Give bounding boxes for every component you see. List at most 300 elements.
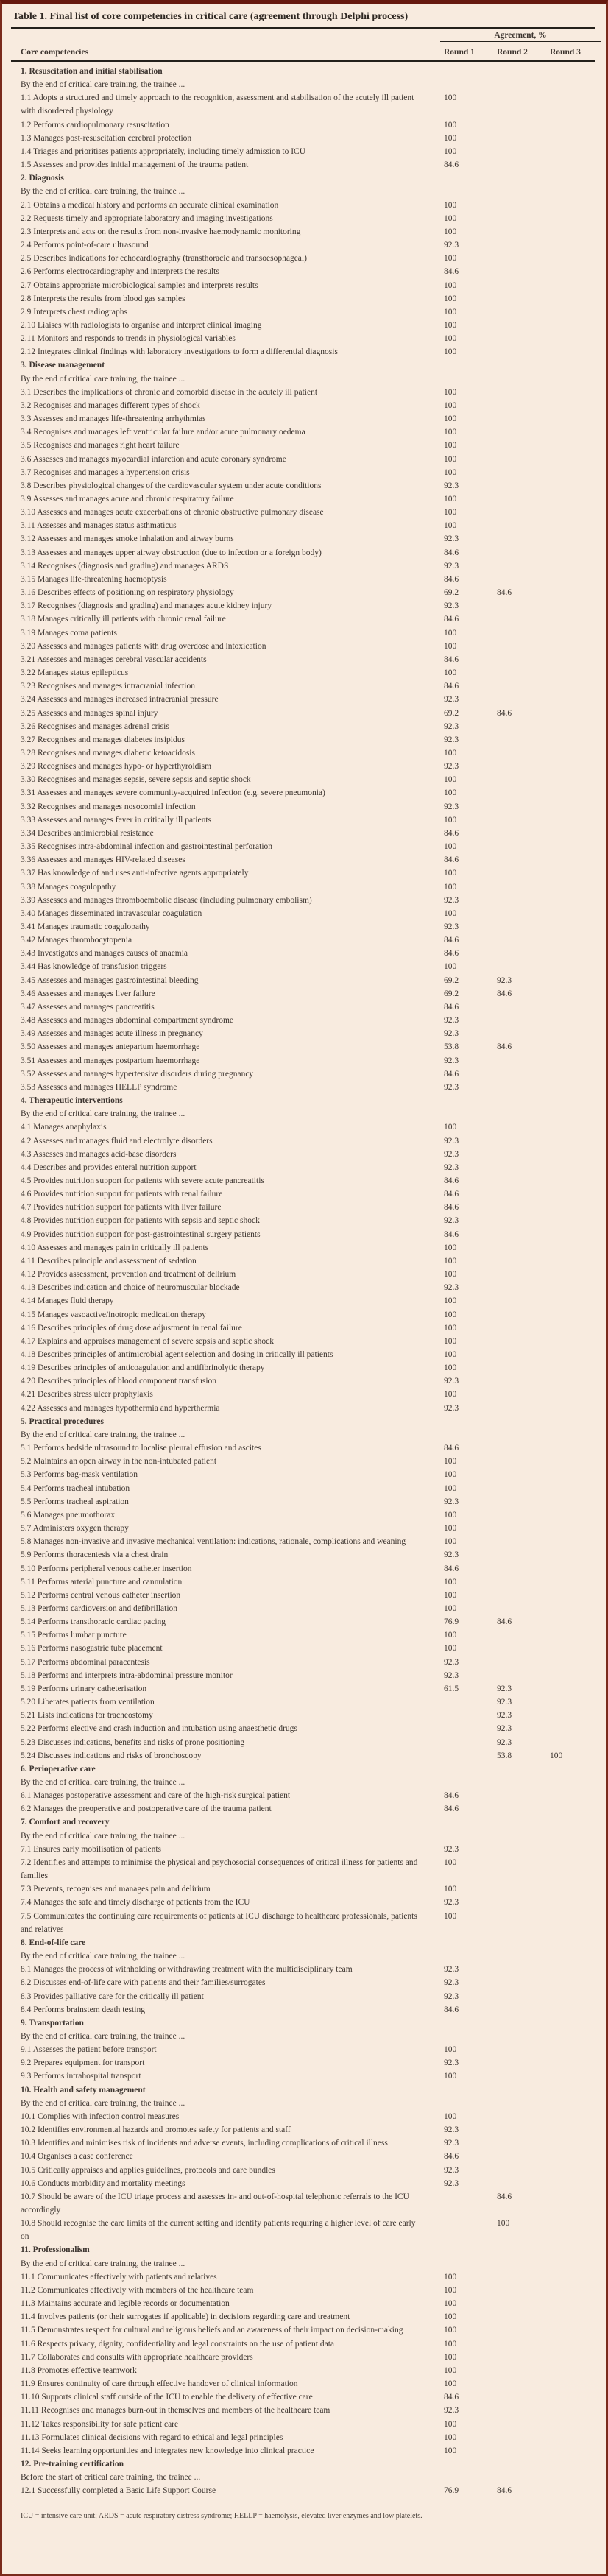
competency-text: 5.4 Performs tracheal intubation: [21, 1483, 130, 1493]
table-row: [21, 2136, 595, 2150]
round1-value: 84.6: [444, 1791, 459, 1801]
round2-value: [497, 252, 550, 265]
round2-value: 84.6: [497, 708, 512, 718]
round1-value: 100: [444, 334, 457, 344]
table-row: [21, 773, 595, 786]
round3-value: [550, 412, 595, 426]
competency-text: 2.1 Obtains a medical history and performs an accurate clinical examination: [21, 200, 279, 210]
round2-value: [497, 1976, 550, 1989]
table-row: [21, 613, 595, 626]
competency-text: 5.1 Performs bedside ultrasound to localise pleural effusion and ascites: [21, 1444, 261, 1453]
round3-value: [550, 1335, 595, 1348]
round1-value: 92.3: [444, 561, 459, 571]
competency-text: 8.2 Discusses end-of-life care with patients and their families/surrogates: [21, 1978, 266, 1988]
table-row: [21, 466, 595, 479]
round1-value: 92.3: [444, 241, 459, 250]
round3-value: [550, 1522, 595, 1535]
round3-value: [550, 1081, 595, 1094]
round3-value: [550, 1589, 595, 1602]
round1-value: 100: [444, 147, 457, 156]
competency-text: 5.17 Performs abdominal paracentesis: [21, 1657, 150, 1667]
competency-text: 9.2 Prepares equipment for transport: [21, 2058, 145, 2068]
round1-value: 100: [444, 93, 457, 103]
round2-value: [497, 239, 550, 252]
table-row: [21, 2270, 595, 2284]
competency-text: 3.50 Assesses and manages antepartum haemorrhage: [21, 1042, 200, 1052]
round2-value: [497, 907, 550, 920]
table-row: [21, 1081, 595, 1094]
round3-value: [550, 693, 595, 706]
table-row: [21, 1201, 595, 1214]
round1-value: 100: [444, 400, 457, 410]
table-row: [21, 1722, 595, 1735]
table-row: [21, 1001, 595, 1014]
round2-value: [497, 720, 550, 733]
table-row: [21, 2110, 595, 2123]
round3-value: [550, 1161, 595, 1174]
round2-value: [497, 2003, 550, 2016]
table-row: [21, 2016, 595, 2030]
round1-value: 100: [444, 1510, 457, 1520]
competency-text: 4.20 Describes principles of blood component transfusion: [21, 1377, 217, 1386]
round3-value: [550, 920, 595, 934]
round2-value: [497, 573, 550, 586]
round2-value: [497, 747, 550, 760]
table-row: [21, 733, 595, 747]
round3-value: [550, 747, 595, 760]
round1-value: 100: [444, 428, 457, 437]
round3-value: [550, 439, 595, 452]
table-row: [21, 1535, 595, 1548]
table-row: [21, 158, 595, 172]
round1-value: 100: [444, 467, 457, 477]
table-footnote: ICU = intensive care unit; ARDS = acute respiratory distress syndrome; HELLP = haemolysis, elevated liver enzymes and low platelets.: [21, 2512, 423, 2521]
competency-text: 1.5 Assesses and provides initial management of the trauma patient: [21, 160, 249, 170]
round1-value: 76.9: [444, 1617, 459, 1627]
round3-value: [550, 1148, 595, 1161]
table-row: [21, 867, 595, 880]
competency-text: 11.12 Takes responsibility for safe patient care: [21, 2419, 179, 2429]
round3-value: [550, 1562, 595, 1575]
round1-value: 84.6: [444, 267, 459, 277]
competency-text: 7.4 Manages the safe and timely discharge of patients from the ICU: [21, 1898, 250, 1908]
competency-text: 5.12 Performs central venous catheter insertion: [21, 1590, 181, 1600]
round3-value: [550, 453, 595, 466]
round3-value: [550, 1802, 595, 1815]
round1-value: 92.3: [444, 1403, 459, 1413]
table-row: [21, 65, 595, 78]
table-row: [21, 760, 595, 773]
competency-text: 4.7 Provides nutrition support for patients with liver failure: [21, 1203, 222, 1213]
table-row: [21, 1762, 595, 1776]
round1-value: 100: [444, 1885, 457, 1894]
round3-value: [550, 1241, 595, 1255]
table-row: [21, 2164, 595, 2177]
round1-value: 69.2: [444, 588, 459, 598]
round1-value: 100: [444, 908, 457, 918]
round3-value: [550, 1068, 595, 1081]
competency-text: 3.17 Recognises (diagnosis and grading) and manages acute kidney injury: [21, 601, 272, 611]
competency-text: 4.21 Describes stress ulcer prophylaxis: [21, 1390, 153, 1400]
round3-value: [550, 1548, 595, 1562]
table-row: [21, 439, 595, 452]
table-row: [21, 345, 595, 359]
competency-text: 3.13 Assesses and manages upper airway obstruction (due to infection or a foreign body): [21, 548, 322, 557]
table-row: [21, 265, 595, 278]
round1-value: 100: [444, 2072, 457, 2081]
competency-text: 3.20 Assesses and manages patients with drug overdose and intoxication: [21, 641, 266, 651]
round3-value: [550, 493, 595, 506]
round1-value: 100: [444, 1296, 457, 1306]
round3-value: [550, 1910, 595, 1936]
competency-text: 11.8 Promotes effective teamwork: [21, 2365, 137, 2375]
round2-value: [497, 225, 550, 239]
round3-value: [550, 1040, 595, 1054]
table-row: [21, 132, 595, 145]
table-row: [21, 2257, 595, 2270]
round2-value: [497, 1201, 550, 1214]
round3-value: [550, 2444, 595, 2457]
section-lead: By the end of critical care training, the trainee ...: [21, 1430, 185, 1439]
competency-text: 3.14 Recognises (diagnosis and grading) and manages ARDS: [21, 561, 229, 571]
competency-text: 11.14 Seeks learning opportunities and integrates new knowledge into clinical practice: [21, 2446, 314, 2455]
table-row: [21, 1815, 595, 1829]
round2-value: [497, 1856, 550, 1882]
round1-value: 100: [444, 1524, 457, 1534]
round2-value: [497, 2136, 550, 2150]
round1-value: 100: [444, 2272, 457, 2282]
round2-value: [497, 2444, 550, 2457]
round3-value: [550, 1976, 595, 1989]
competency-text: 3.39 Assesses and manages thromboembolic disease (including pulmonary embolism): [21, 895, 312, 905]
round1-value: 92.3: [444, 1149, 459, 1159]
table-row: [21, 1428, 595, 1441]
table-row: [21, 907, 595, 920]
round3-value: [550, 881, 595, 894]
table-row: [21, 627, 595, 640]
round1-value: 84.6: [444, 574, 459, 584]
round3-value: [550, 1281, 595, 1294]
round1-value: 69.2: [444, 708, 459, 718]
round2-value: [497, 1802, 550, 1815]
table-row: [21, 2003, 595, 2016]
round1-value: [444, 1749, 497, 1762]
round3-value: [550, 733, 595, 747]
table-row: [21, 2404, 595, 2417]
round1-value: 84.6: [444, 2005, 459, 2014]
round1-value: [444, 1736, 497, 1749]
competency-text: 4.9 Provides nutrition support for post-gastrointestinal surgery patients: [21, 1229, 261, 1239]
competency-text: 2.9 Interprets chest radiographs: [21, 307, 127, 317]
table-row: [21, 2030, 595, 2043]
round1-value: 84.6: [444, 1069, 459, 1079]
competency-text: 5.11 Performs arterial puncture and cannulation: [21, 1577, 183, 1587]
round2-value: [497, 2150, 550, 2163]
round1-value: 100: [444, 842, 457, 852]
round2-value: [497, 1535, 550, 1548]
section-lead: By the end of critical care training, the trainee ...: [21, 2098, 185, 2108]
round1-value: 84.6: [444, 682, 459, 691]
round2-value: [497, 1628, 550, 1642]
competency-text: 2.2 Requests timely and appropriate laboratory and imaging investigations: [21, 214, 273, 223]
section-lead: By the end of critical care training, the trainee ...: [21, 2259, 185, 2268]
competency-text: 3.46 Assesses and manages liver failure: [21, 989, 155, 998]
round1-value: 100: [444, 1603, 457, 1613]
table-row: [21, 1936, 595, 1949]
round2-value: [497, 613, 550, 626]
round2-value: [497, 1468, 550, 1481]
round3-value: [550, 1361, 595, 1375]
round3-value: [550, 2337, 595, 2351]
round2-value: [497, 1896, 550, 1909]
section-heading: 4. Therapeutic interventions: [21, 1096, 123, 1106]
competency-text: 2.3 Interprets and acts on the results from non-invasive haemodynamic monitoring: [21, 227, 301, 236]
competency-text: 3.26 Recognises and manages adrenal crisis: [21, 721, 169, 731]
round3-value: [550, 2069, 595, 2083]
table-row: [21, 145, 595, 158]
round3-value: [550, 2418, 595, 2431]
round1-value: 69.2: [444, 989, 459, 998]
competency-text: 2.6 Performs electrocardiography and interprets the results: [21, 267, 219, 277]
table-row: [21, 1388, 595, 1401]
round2-value: [497, 2110, 550, 2123]
round3-value: [550, 1255, 595, 1268]
section-heading: 1. Resuscitation and initial stabilisation: [21, 67, 163, 76]
round2-value: [497, 1054, 550, 1068]
round3-value: [550, 158, 595, 172]
column-header-round1: Round 1: [444, 48, 475, 57]
table-row: [21, 1628, 595, 1642]
round1-value: 76.9: [444, 2486, 459, 2496]
round3-value: [550, 680, 595, 693]
table-row: [21, 2377, 595, 2390]
round3-value: [550, 546, 595, 560]
table-row: [21, 827, 595, 840]
round1-value: 100: [444, 962, 457, 972]
round3-value: [550, 279, 595, 292]
competency-text: 10.1 Complies with infection control measures: [21, 2111, 180, 2121]
competency-text: 3.41 Manages traumatic coagulopathy: [21, 922, 150, 931]
table-row: [21, 814, 595, 827]
table-body: [11, 62, 595, 2497]
round1-value: [444, 1709, 497, 1722]
round3-value: [550, 1188, 595, 1201]
round1-value: 92.3: [444, 695, 459, 705]
competency-text: 4.12 Provides assessment, prevention and treatment of delirium: [21, 1270, 236, 1280]
competency-text: 5.2 Maintains an open airway in the non-intubated patient: [21, 1457, 217, 1467]
competency-text: 4.18 Describes principles of antimicrobial agent selection and dosing in critically ill patients: [21, 1350, 333, 1359]
competency-text: 4.16 Describes principles of drug dose adjustment in renal failure: [21, 1323, 242, 1333]
round3-value: [550, 560, 595, 573]
round3-value: [550, 840, 595, 853]
round1-value: 84.6: [444, 1203, 459, 1213]
section-lead: Before the start of critical care training, the trainee ...: [21, 2473, 201, 2483]
round2-value: [497, 640, 550, 653]
table-row: [21, 747, 595, 760]
table-row: [21, 2431, 595, 2444]
competency-text: 4.1 Manages anaphylaxis: [21, 1123, 107, 1132]
table-title: Table 1. Final list of core competencies in critical care (agreement through Delphi process): [11, 10, 595, 29]
round1-value: 92.3: [444, 895, 459, 905]
competency-text: 3.45 Assesses and manages gastrointestinal bleeding: [21, 975, 199, 985]
round1-value: 84.6: [444, 1804, 459, 1814]
competency-text: 3.24 Assesses and manages increased intracranial pressure: [21, 695, 219, 705]
round2-value: [497, 2364, 550, 2377]
table-row: [21, 920, 595, 934]
round2-value: [497, 1027, 550, 1040]
table-row: [21, 532, 595, 546]
round1-value: 100: [444, 628, 457, 638]
column-header-competencies: Core competencies: [21, 48, 89, 57]
table-row: [21, 1482, 595, 1495]
round3-value: [550, 2056, 595, 2069]
competency-text: 3.16 Describes effects of positioning on respiratory physiology: [21, 588, 234, 598]
round3-value: [550, 519, 595, 532]
round1-value: 84.6: [444, 1229, 459, 1239]
competency-text: 3.38 Manages coagulopathy: [21, 882, 116, 892]
table-row: [21, 1402, 595, 1415]
round3-value: [550, 1482, 595, 1495]
competency-text: 3.23 Recognises and manages intracranial infection: [21, 682, 195, 691]
round3-value: [550, 212, 595, 225]
table-row: [21, 586, 595, 599]
table-row: [21, 1656, 595, 1669]
round3-value: [550, 707, 595, 720]
competency-text: 11.4 Involves patients (or their surrogates if applicable) in decisions regarding care and treatment: [21, 2312, 350, 2322]
round3-value: [550, 2364, 595, 2377]
round3-value: [550, 760, 595, 773]
table-row: [21, 1669, 595, 1682]
table-row: [21, 1749, 595, 1762]
competency-text: 11.5 Demonstrates respect for cultural and religious beliefs and an awareness of their impact on decision-making: [21, 2326, 403, 2335]
round3-value: [550, 345, 595, 359]
competency-text: 3.29 Recognises and manages hypo- or hyperthyroidism: [21, 762, 212, 772]
round3-value: [550, 119, 595, 132]
round2-value: [497, 599, 550, 613]
table-row: [21, 987, 595, 1001]
round2-value: [497, 1001, 550, 1014]
round1-value: [444, 1695, 497, 1709]
competency-text: 3.44 Has knowledge of transfusion triggers: [21, 962, 167, 972]
round2-value: [497, 1656, 550, 1669]
round3-value: [550, 1135, 595, 1148]
table-row: [21, 1682, 595, 1695]
competency-text: 3.15 Manages life-threatening haemoptysis: [21, 574, 167, 584]
competency-text: 3.31 Assesses and manages severe community-acquired infection (e.g. severe pneumonia): [21, 788, 325, 798]
round1-value: 100: [444, 641, 457, 651]
round2-value: 92.3: [497, 1724, 512, 1734]
competency-text: 3.18 Manages critically ill patients with chronic renal failure: [21, 615, 226, 624]
competency-text: 7.1 Ensures early mobilisation of patients: [21, 1844, 161, 1854]
round3-value: [550, 2390, 595, 2404]
table-row: [21, 653, 595, 666]
round1-value: 92.3: [444, 2178, 459, 2188]
round3-value: [550, 426, 595, 439]
table-row: [21, 2471, 595, 2484]
competency-text: 1.2 Performs cardiopulmonary resuscitation: [21, 120, 169, 130]
round3-value: [550, 827, 595, 840]
round2-value: [497, 693, 550, 706]
round1-value: 100: [444, 1243, 457, 1252]
round1-value: 92.3: [444, 721, 459, 731]
round2-value: [497, 840, 550, 853]
round2-value: [497, 1548, 550, 1562]
table-row: [21, 1068, 595, 1081]
round1-value: 100: [444, 869, 457, 878]
table-row: [21, 1976, 595, 1989]
round3-value: [550, 466, 595, 479]
table-row: [21, 1040, 595, 1054]
round3-value: [550, 1201, 595, 1214]
competency-text: 3.42 Manages thrombocytopenia: [21, 936, 132, 945]
round1-value: 100: [444, 1911, 457, 1921]
round1-value: 100: [444, 1270, 457, 1280]
competency-text: 11.13 Formulates clinical decisions with regard to ethical and legal principles: [21, 2432, 283, 2442]
round1-value: 84.6: [444, 654, 459, 664]
round2-value: [497, 1281, 550, 1294]
round3-value: [550, 1856, 595, 1882]
round1-value: 53.8: [444, 1042, 459, 1052]
round1-value: 100: [444, 1590, 457, 1600]
table-row: [21, 2123, 595, 2136]
round1-value: 84.6: [444, 1190, 459, 1199]
round2-value: [497, 920, 550, 934]
competency-text: 11.1 Communicates effectively with patients and relatives: [21, 2272, 217, 2282]
table-row: [21, 1348, 595, 1361]
competency-text: 3.35 Recognises intra-abdominal infection and gastrointestinal perforation: [21, 842, 273, 852]
round1-value: 69.2: [444, 975, 459, 985]
round2-value: [497, 2404, 550, 2417]
table-row: [21, 2056, 595, 2069]
section-heading: 12. Pre-training certification: [21, 2459, 124, 2469]
round3-value: [550, 239, 595, 252]
competency-text: 4.22 Assesses and manages hypothermia and hyperthermia: [21, 1403, 220, 1413]
table-row: [21, 1441, 595, 1455]
competency-text: 11.11 Recognises and manages burn-out in themselves and members of the healthcare team: [21, 2406, 330, 2416]
round2-value: 84.6: [497, 588, 512, 598]
round3-value: [550, 907, 595, 920]
round2-value: [497, 800, 550, 814]
round2-value: [497, 2270, 550, 2284]
competency-text: 4.11 Describes principle and assessment of sedation: [21, 1256, 197, 1266]
competency-text: 3.2 Recognises and manages different types of shock: [21, 400, 200, 410]
round3-value: [550, 1027, 595, 1040]
round1-value: 100: [444, 508, 457, 518]
round1-value: 100: [444, 441, 457, 451]
round2-value: [497, 199, 550, 212]
competency-text: 3.33 Assesses and manages fever in critically ill patients: [21, 815, 212, 825]
round1-value: [444, 2217, 497, 2243]
round1-value: 92.3: [444, 2406, 459, 2416]
round1-value: 100: [444, 1470, 457, 1480]
competency-text: 3.28 Recognises and manages diabetic ketoacidosis: [21, 748, 195, 758]
competency-text: 5.5 Performs tracheal aspiration: [21, 1497, 129, 1506]
round2-value: [497, 386, 550, 399]
table-row: [21, 1174, 595, 1188]
table-row: [21, 720, 595, 733]
table-row: [21, 1321, 595, 1335]
round2-value: [497, 827, 550, 840]
round3-value: [550, 1174, 595, 1188]
competency-text: 2.8 Interprets the results from blood gas samples: [21, 294, 185, 303]
table-row: [21, 2083, 595, 2097]
round2-value: [497, 265, 550, 278]
table-row: [21, 2484, 595, 2497]
competency-text: 5.15 Performs lumbar puncture: [21, 1631, 127, 1640]
round2-value: [497, 319, 550, 332]
competency-text: 3.27 Recognises and manages diabetes insipidus: [21, 735, 185, 744]
competency-text: 10.7 Should be aware of the ICU triage process and assesses in- and out-of-hospital telephonic referrals to the ICU accordingly: [21, 2192, 409, 2215]
